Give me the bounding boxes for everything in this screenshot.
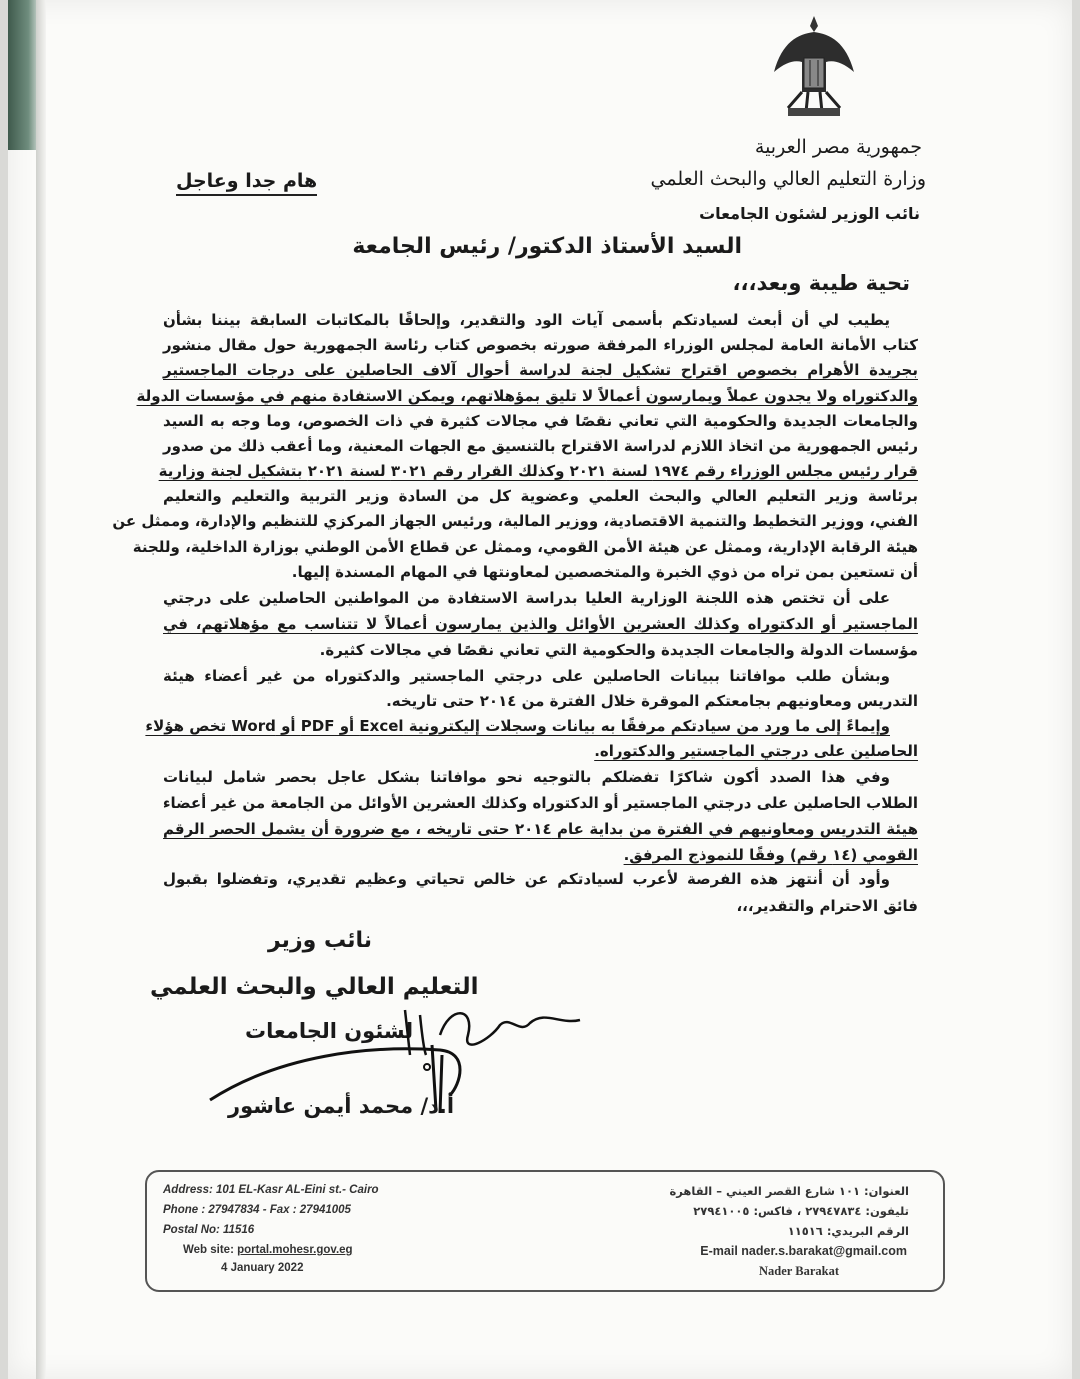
- website-link[interactable]: portal.mohesr.gov.eg: [237, 1244, 353, 1256]
- website-label: Web site:: [183, 1244, 238, 1256]
- body-line: الفني، ووزير التخطيط والتنمية الاقتصادية، ووزير المالية، ورئيس الجهاز المركزي للتنظيم والإدارة، وممثل عن: [112, 512, 918, 530]
- urgent-label: هام جدا وعاجل: [176, 170, 317, 196]
- body-line: وأود أن أنتهز هذه الفرصة لأعرب لسيادتكم عن خالص تحياتي وعظيم تقديري، وتفضلوا بقبول: [163, 870, 890, 888]
- eagle-emblem-icon: [768, 12, 860, 122]
- body-line: وفي هذا الصدد أكون شاكرًا تفضلكم بالتوجيه نحو موافاتنا بشكل عاجل بحصر شامل لبيانات: [163, 768, 890, 786]
- footer-postal-en: Postal No: 11516: [163, 1224, 255, 1236]
- body-line: الحاصلين على درجتي الماجستير والدكتوراه.: [594, 742, 918, 760]
- footer-address-en: Address: 101 EL-Kasr AL-Eini st.- Cairo: [163, 1184, 379, 1196]
- body-line: والجامعات الجديدة والحكومية التي تعاني نقصًا في مجالات كثيرة في ذات الخصوص، وما وجه به السيد: [163, 412, 918, 430]
- body-line: كتاب الأمانة العامة لمجلس الوزراء المرفقة صورته بخصوص كتاب رئاسة الجمهورية حول مقال منشور: [163, 336, 918, 354]
- body-line: وإيماءً إلى ما ورد من سيادتكم مرفقًا به بيانات وسجلات إليكترونية Excel أو PDF أو Word تخص هؤلاء: [145, 717, 890, 735]
- footer-date: 4 January 2022: [221, 1262, 304, 1274]
- body-line: التدريس ومعاونيهم بجامعتكم الموقرة خلال الفترة من ٢٠١٤ حتى تاريخه.: [386, 692, 918, 710]
- greeting: تحية طيبة وبعد،،،: [732, 271, 910, 295]
- addressee: السيد الأستاذ الدكتور/ رئيس الجامعة: [352, 234, 742, 259]
- footer-phone-en: Phone : 27947834 - Fax : 27941005: [163, 1204, 351, 1216]
- letterhead-footer: [145, 1170, 945, 1292]
- body-line: القومي (١٤ رقم) وفقًا للنموذج المرفق.: [623, 846, 918, 864]
- body-line: رئيس الجمهورية من اتخاذ اللازم لدراسة الاقتراح بالتنسيق مع الجهات المعنية، وما أعقب ذلك من صدور: [163, 437, 918, 455]
- body-line: أن تستعين بمن تراه من ذوي الخبرة والمتخصصين لمعاونتها في المهام المسندة إليها.: [291, 563, 918, 581]
- page-fold: [36, 0, 46, 1379]
- body-line: يطيب لي أن أبعث لسيادتكم بأسمى آيات الود والتقدير، وإلحاقًا بالمكاتبات السابقة بيننا بشأن: [163, 311, 890, 329]
- body-line: فائق الاحترام والتقدير،،،: [736, 897, 918, 915]
- footer-email: E-mail nader.s.barakat@gmail.com: [700, 1244, 907, 1258]
- footer-postal-ar: الرقم البريدي: ١١٥١٦: [787, 1224, 909, 1238]
- footer-address-ar: العنوان: ١٠١ شارع القصر العيني – القاهرة: [669, 1184, 909, 1198]
- body-line: قرار رئيس مجلس الوزراء رقم ١٩٧٤ لسنة ٢٠٢١ وكذلك القرار رقم ٣٠٢١ لسنة ٢٠٢١ بتشكيل لجنة وزارية: [158, 462, 918, 480]
- signer-title: نائب وزير: [268, 928, 373, 953]
- body-line: وبشأن طلب موافاتنا ببيانات الحاصلين على درجتي الماجستير والدكتوراه من غير أعضاء هيئة: [163, 667, 890, 685]
- signer-office: لشئون الجامعات: [245, 1019, 414, 1043]
- body-line: برئاسة وزير التعليم العالي والبحث العلمي وعضوية كل من السادة وزير التربية والتعليم والتعليم: [163, 487, 918, 505]
- ministry-name: وزارة التعليم العالي والبحث العلمي: [650, 168, 926, 190]
- body-line: مؤسسات الدولة والجامعات الجديدة والحكومية التي تعاني نقصًا في مجالات كثيرة.: [319, 641, 918, 659]
- body-line: هيئة الرقابة الإدارية، وممثل عن هيئة الأمن القومي، وممثل عن قطاع الأمن الوطني بوزارة الداخلية، وللجنة: [132, 538, 918, 556]
- signer-name: أ.د/ محمد أيمن عاشور: [228, 1094, 455, 1118]
- body-line: هيئة التدريس ومعاونيهم في الفترة من بداية عام ٢٠١٤ حتى تاريخه ، مع ضرورة أن يشمل الحصر الرقم: [163, 820, 918, 838]
- office-name: نائب الوزير لشئون الجامعات: [699, 204, 920, 223]
- body-line: الماجستير أو الدكتوراه وكذلك العشرين الأوائل والذين يمارسون أعمالاً لا تتناسب مع مؤهلاتهم، في: [163, 615, 918, 633]
- footer-phone-ar: تليفون: ٢٧٩٤٧٨٣٤ ، فاكس: ٢٧٩٤١٠٠٥: [693, 1204, 909, 1218]
- footer-website: [183, 1244, 353, 1256]
- signer-ministry: التعليم العالي والبحث العلمي: [150, 974, 479, 1000]
- country-name: جمهورية مصر العربية: [754, 136, 922, 158]
- body-line: بجريدة الأهرام بخصوص اقتراح تشكيل لجنة لدراسة أحوال آلاف الحاصلين على درجات الماجستير: [163, 361, 918, 379]
- footer-signer: Nader Barakat: [759, 1264, 839, 1278]
- body-line: والدكتوراه ولا يجدون عملاً ويمارسون أعمالاً لا تليق بمؤهلاتهم، ويمكن الاستفادة منهم في مؤسسات الدولة: [136, 387, 918, 405]
- body-line: على أن تختص هذه اللجنة الوزارية العليا بدراسة الاستفادة من المواطنين الحاصلين على درجتي: [163, 589, 890, 607]
- body-line: الطلاب الحاصلين على درجتي الماجستير أو الدكتوراه وكذلك العشرين الأوائل من الجامعة من غير أعضاء: [162, 794, 918, 812]
